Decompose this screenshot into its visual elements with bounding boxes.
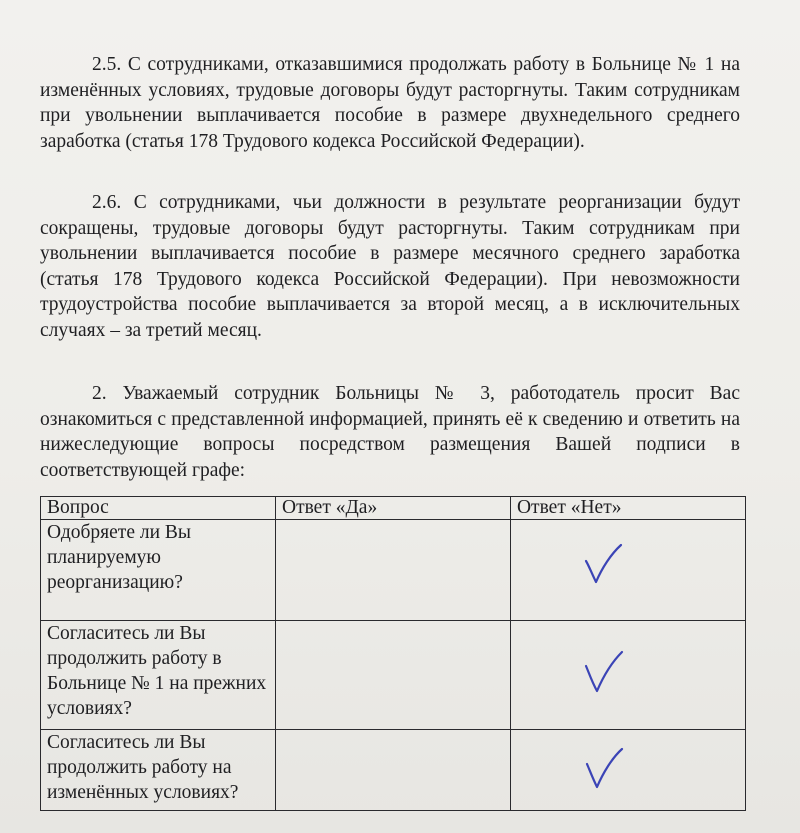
answer-yes-cell[interactable] [275,520,510,621]
handwritten-checkmark-icon [583,649,625,695]
handwritten-checkmark-icon [583,746,625,792]
answer-no-cell[interactable] [510,621,745,730]
question-cell: Одобряете ли Вы планируемую реорганизацию? [41,520,276,621]
question-cell: Согласитесь ли Вы продолжить работу в Больнице № 1 на прежних условиях? [41,621,276,730]
answer-no-cell[interactable] [510,730,745,811]
answer-no-cell[interactable] [510,520,745,621]
paragraph-2-6: 2.6. С сотрудниками, чьи должности в результате реорганизации будут сокращены, трудовые договоры будут расторгнуты. Таким сотрудникам при увольнении выплачивается пособие в размере месячного среднего заработка (статья 178 Трудового кодекса Российской Федерации). При невозможности трудоустройства пособие выплачивается за второй месяц, а в исключительных случаях – за третий месяц. [40,192,740,341]
header-answer-yes: Ответ «Да» [275,497,510,520]
table-row [41,520,746,621]
table-row [41,730,746,811]
answer-yes-cell[interactable] [275,730,510,811]
handwritten-checkmark-icon [583,542,625,588]
answer-yes-cell[interactable] [275,621,510,730]
table-row [41,621,746,730]
questionnaire-table [40,496,746,811]
table-header-row [41,497,746,520]
header-answer-no: Ответ «Нет» [510,497,745,520]
paragraph-question-intro: 2. Уважаемый сотрудник Больницы № 3, работодатель просит Вас ознакомиться с представленной информацией, принять её к сведению и ответить на нижеследующие вопросы посредством размещения Вашей подписи в соответствующей графе: [40,383,740,481]
question-cell: Согласитесь ли Вы продолжить работу на изменённых условиях? [41,730,276,811]
paragraph-2-5: 2.5. С сотрудниками, отказавшимися продолжать работу в Больнице № 1 на изменённых условиях, трудовые договоры будут расторгнуты. Таким сотрудникам при увольнении выплачивается пособие в размере двухнедельного среднего заработка (статья 178 Трудового кодекса Российской Федерации). [40,54,740,152]
header-question: Вопрос [41,497,276,520]
